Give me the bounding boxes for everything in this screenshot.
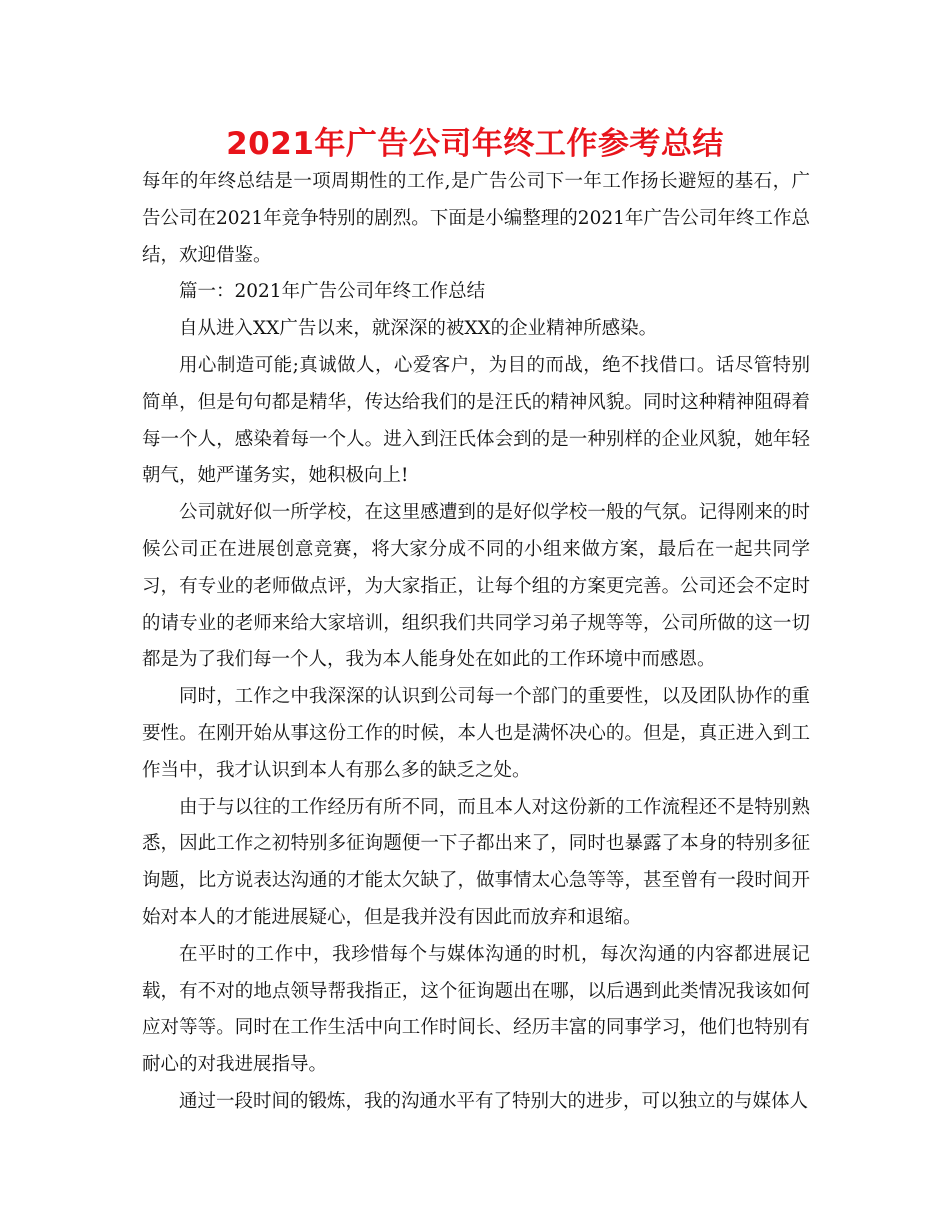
paragraph: 通过一段时间的锻炼，我的沟通水平有了特别大的进步，可以独立的与媒体人 (179, 1090, 809, 1112)
paragraph: 同时，工作之中我深深的认识到公司每一个部门的重要性，以及团队协作的重要性。在刚开始从事这份工作的时候，本人也是满怀决心的。但是，真正进入到工作当中，我才认识到本人有那么多的缺乏之处。 (142, 686, 810, 781)
paragraph: 在平时的工作中，我珍惜每个与媒体沟通的时机，每次沟通的内容都进展记载，有不对的地点领导帮我指正，这个征询题出在哪，以后遇到此类情况我该如何应对等等。同时在工作生活中向工作时间长、经历丰富的同事学习，他们也特别有耐心的对我进展指导。 (142, 943, 810, 1076)
paragraph: 用心制造可能;真诚做人，心爱客户，为目的而战，绝不找借口。话尽管特别简单，但是句句都是精华，传达给我们的是汪氏的精神风貌。同时这种精神阻碍着每一个人，感染着每一个人。进入到汪氏体会到的是一种别样的企业风貌，她年轻朝气，她严谨务实，她积极向上! (142, 354, 810, 487)
paragraph: 公司就好似一所学校，在这里感遭到的是好似学校一般的气氛。记得刚来的时候公司正在进展创意竞赛，将大家分成不同的小组来做方案，最后在一起共同学习，有专业的老师做点评，为大家指正，让每个组的方案更完善。公司还会不定时的请专业的老师来给大家培训，组织我们共同学习弟子规等等，公司所做的这一切都是为了我们每一个人，我为本人能身处在如此的工作环境中而感恩。 (142, 502, 810, 671)
document-body (142, 164, 810, 1121)
paragraph: 自从进入XX广告以来，就深深的被XX的企业精神所感染。 (179, 318, 658, 340)
document-title: 2021年广告公司年终工作参考总结 (226, 126, 724, 162)
paragraph-intro: 每年的年终总结是一项周期性的工作,是广告公司下一年工作扬长避短的基石，广告公司在2021年竞争特别的剧烈。下面是小编整理的2021年广告公司年终工作总结，欢迎借鉴。 (142, 171, 810, 266)
paragraph: 由于与以往的工作经历有所不同，而且本人对这份新的工作流程还不是特别熟悉，因此工作之初特别多征询题便一下子都出来了，同时也暴露了本身的特别多征询题，比方说表达沟通的才能太欠缺了，做事情太心急等等，甚至曾有一段时间开始对本人的才能进展疑心，但是我并没有因此而放弃和退缩。 (142, 796, 810, 928)
paragraph-section-heading: 篇一：2021年广告公司年终工作总结 (179, 281, 486, 303)
